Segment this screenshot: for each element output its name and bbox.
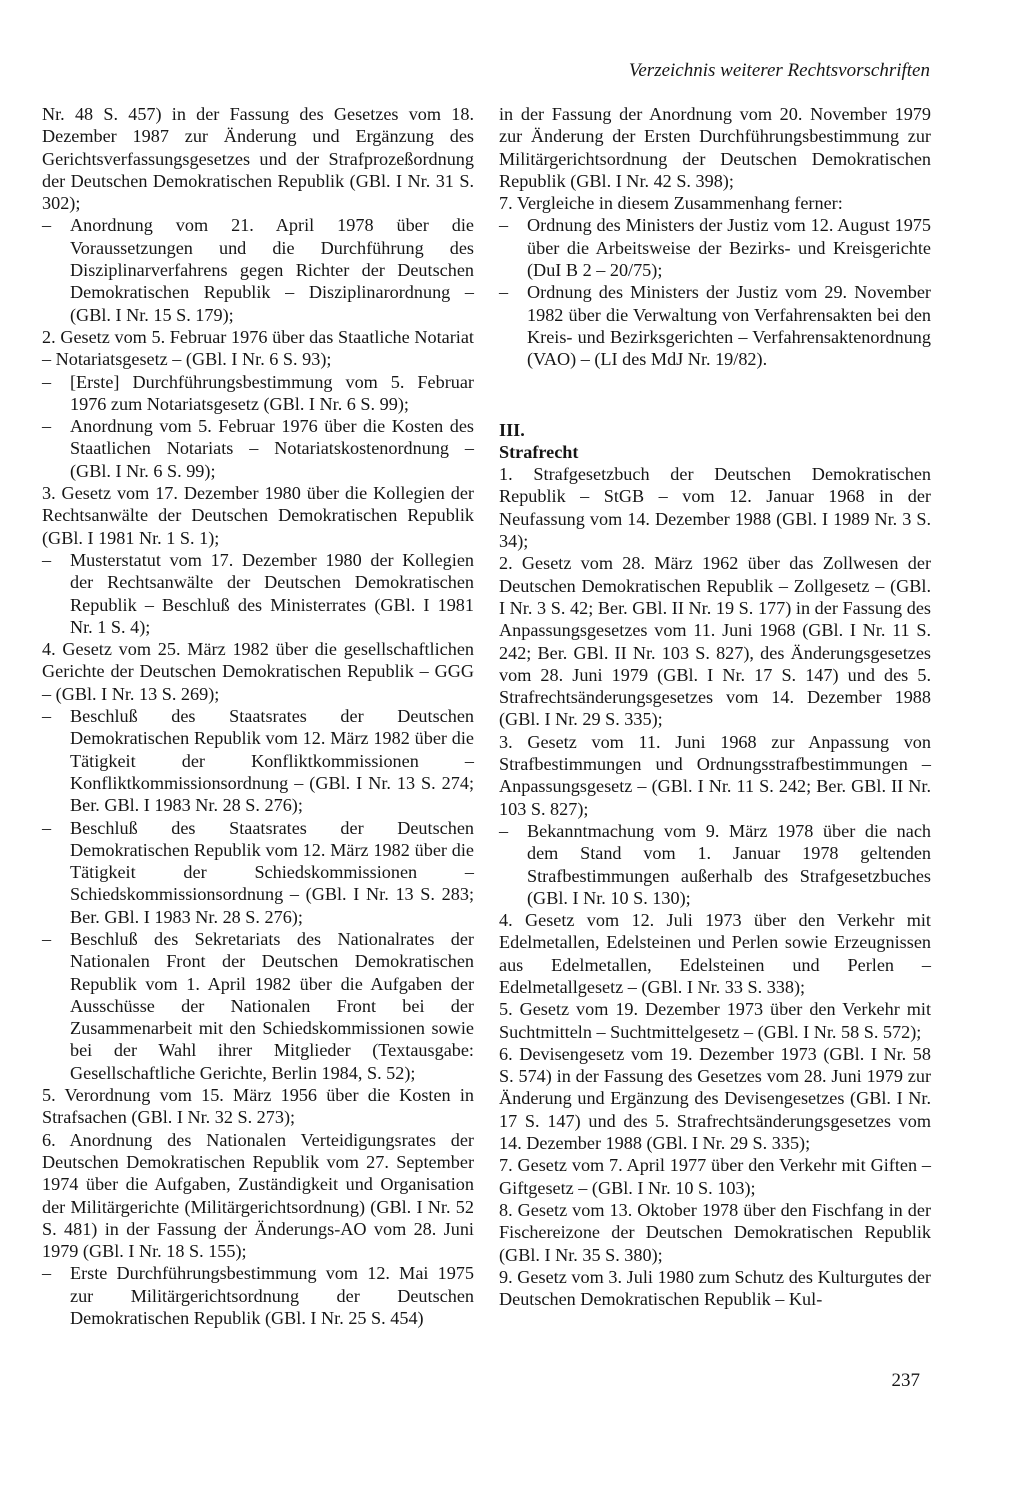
dash-list-item: – Anordnung vom 5. Februar 1976 über die Kosten des Staatlichen Notariats – Notariatskostenordnung – (GBl. I Nr. 6 S. 99); — [42, 415, 474, 482]
paragraph: 3. Gesetz vom 17. Dezember 1980 über die Kollegien der Rechtsanwälte der Deutschen Demokratischen Republik (GBl. I 1981 Nr. 1 S. 1); — [42, 483, 474, 548]
paragraph: Nr. 48 S. 457) in der Fassung des Gesetzes vom 18. Dezember 1987 zur Änderung und Ergänzung des Gerichtsverfassungsgesetzes und der Strafprozeßordnung der Deutschen Demokratischen Republik (GBl. I Nr. 31 S. 302); — [42, 104, 474, 214]
paragraph: 4. Gesetz vom 25. März 1982 über die gesellschaftlichen Gerichte der Deutschen Demokratischen Republik – GGG – (GBl. I Nr. 13 S. 269); — [42, 639, 474, 704]
paragraph: 7. Vergleiche in diesem Zusammenhang ferner: — [499, 193, 843, 214]
left-column — [42, 103, 474, 1329]
dash-list-item: – Ordnung des Ministers der Justiz vom 12. August 1975 über die Arbeitsweise der Bezirks- und Kreisgerichte (DuI B 2 – 20/75); — [499, 214, 931, 281]
section-gap — [499, 371, 931, 419]
section-heading: Strafrecht — [499, 441, 579, 462]
paragraph: 7. Gesetz vom 7. April 1977 über den Verkehr mit Giften – Giftgesetz – (GBl. I Nr. 10 S. 103); — [499, 1155, 931, 1198]
paragraph: 4. Gesetz vom 12. Juli 1973 über den Verkehr mit Edelmetallen, Edelsteinen und Perlen sowie Erzeugnissen aus Edelmetallen, Edelsteinen und Perlen – Edelmetallgesetz – (GBl. I Nr. 33 S. 338); — [499, 910, 931, 997]
paragraph: 2. Gesetz vom 28. März 1962 über das Zollwesen der Deutschen Demokratischen Republik – Zollgesetz – (GBl. I Nr. 3 S. 42; Ber. GBl. II Nr. 19 S. 177) in der Fassung des Anpassungsgesetzes vom 11. Juni 1968 (GBl. I Nr. 11 S. 242; Ber. GBl. II Nr. 103 S. 827), des Änderungsgesetzes vom 28. Juni 1979 (GBl. I Nr. 17 S. 147) und des 5. Strafrechtsänderungsgesetzes vom 14. Dezember 1988 (GBl. I Nr. 29 S. 335); — [499, 553, 931, 730]
dash-list-item: – Musterstatut vom 17. Dezember 1980 der Kollegien der Rechtsanwälte der Deutschen Demokratischen Republik – Beschluß des Ministerrates (GBl. I 1981 Nr. 1 S. 4); — [42, 549, 474, 638]
paragraph: 8. Gesetz vom 13. Oktober 1978 über den Fischfang in der Fischereizone der Deutschen Demokratischen Republik (GBl. I Nr. 35 S. 380); — [499, 1199, 931, 1265]
right-column — [499, 103, 931, 1310]
section-heading: III. — [499, 419, 525, 440]
paragraph: 1. Strafgesetzbuch der Deutschen Demokratischen Republik – StGB – vom 12. Januar 1968 in der Neufassung vom 14. Dezember 1988 (GBl. I 1989 Nr. 3 S. 34); — [499, 464, 931, 552]
paragraph: 5. Gesetz vom 19. Dezember 1973 über den Verkehr mit Suchtmitteln – Suchtmittelgesetz – (GBl. I Nr. 58 S. 572); — [499, 999, 931, 1042]
dash-list-item: – Erste Durchführungsbestimmung vom 12. Mai 1975 zur Militärgerichtsordnung der Deutschen Demokratischen Republik (GBl. I Nr. 25 S. 454) — [42, 1262, 474, 1329]
paragraph: 3. Gesetz vom 11. Juni 1968 zur Anpassung von Strafbestimmungen und Ordnungsstrafbestimmungen – Anpassungsgesetz – (GBl. I Nr. 11 S. 242; Ber. GBl. II Nr. 103 S. 827); — [499, 731, 931, 819]
paragraph: 2. Gesetz vom 5. Februar 1976 über das Staatliche Notariat – Notariatsgesetz – (GBl. I Nr. 6 S. 93); — [42, 326, 474, 370]
dash-list-item: – Beschluß des Staatsrates der Deutschen Demokratischen Republik vom 12. März 1982 über die Tätigkeit der Schiedskommissionen – Schiedskommissionsordnung – (GBl. I Nr. 13 S. 283; Ber. GBl. I 1983 Nr. 28 S. 276); — [42, 817, 474, 928]
paragraph: 5. Verordnung vom 15. März 1956 über die Kosten in Strafsachen (GBl. I Nr. 32 S. 273); — [42, 1085, 474, 1128]
page-number: 237 — [891, 1370, 920, 1391]
running-header: Verzeichnis weiterer Rechtsvorschriften — [628, 60, 930, 81]
paragraph: in der Fassung der Anordnung vom 20. November 1979 zur Änderung der Ersten Durchführungsbestimmung zur Militärgerichtsordnung der Deutschen Demokratischen Republik (GBl. I Nr. 42 S. 398); — [499, 104, 931, 191]
paragraph: 9. Gesetz vom 3. Juli 1980 zum Schutz des Kulturgutes der Deutschen Demokratischen Republik – Kul- — [499, 1266, 931, 1310]
dash-list-item: – Ordnung des Ministers der Justiz vom 29. November 1982 über die Verwaltung von Verfahrensakten bei den Kreis- und Bezirksgerichten – Verfahrensaktenordnung (VAO) – (LI des MdJ Nr. 19/82). — [499, 281, 931, 370]
paragraph: 6. Anordnung des Nationalen Verteidigungsrates der Deutschen Demokratischen Republik vom 27. September 1974 über die Aufgaben, Zuständigkeit und Organisation der Militärgerichte (Militärgerichtsordnung) (GBl. I Nr. 52 S. 481) in der Fassung der Änderungs-AO vom 28. Juni 1979 (GBl. I Nr. 18 S. 155); — [42, 1129, 474, 1262]
dash-list-item: – Anordnung vom 21. April 1978 über die Voraussetzungen und die Durchführung des Disziplinarverfahrens gegen Richter der Deutschen Demokratischen Republik – Disziplinarordnung – (GBl. I Nr. 15 S. 179); — [42, 214, 474, 325]
dash-list-item: – Beschluß des Staatsrates der Deutschen Demokratischen Republik vom 12. März 1982 über die Tätigkeit der Konfliktkommissionen – Konfliktkommissionsordnung – (GBl. I Nr. 13 S. 274; Ber. GBl. I 1983 Nr. 28 S. 276); — [42, 705, 474, 816]
dash-list-item: – Beschluß des Sekretariats des Nationalrates der Nationalen Front der Deutschen Demokratischen Republik vom 1. April 1982 über die Aufgaben der Ausschüsse der Nationalen Front bei der Zusammenarbeit mit den Schiedskommissionen sowie bei der Wahl ihrer Mitglieder (Textausgabe: Gesellschaftliche Gerichte, Berlin 1984, S. 52); — [42, 928, 474, 1084]
dash-list-item: – [Erste] Durchführungsbestimmung vom 5. Februar 1976 zum Notariatsgesetz (GBl. I Nr. 6 S. 99); — [42, 371, 474, 416]
paragraph: 6. Devisengesetz vom 19. Dezember 1973 (GBl. I Nr. 58 S. 574) in der Fassung des Gesetzes vom 28. Juni 1979 zur Änderung und Ergänzung des Devisengesetzes (GBl. I Nr. 17 S. 147) und des 5. Strafrechtsänderungsgesetzes vom 14. Dezember 1988 (GBl. I Nr. 29 S. 335); — [499, 1043, 931, 1154]
dash-list-item: – Bekanntmachung vom 9. März 1978 über die nach dem Stand vom 1. Januar 1978 geltenden Strafbestimmungen außerhalb des Strafgesetzbuches (GBl. I Nr. 10 S. 130); — [499, 820, 931, 909]
